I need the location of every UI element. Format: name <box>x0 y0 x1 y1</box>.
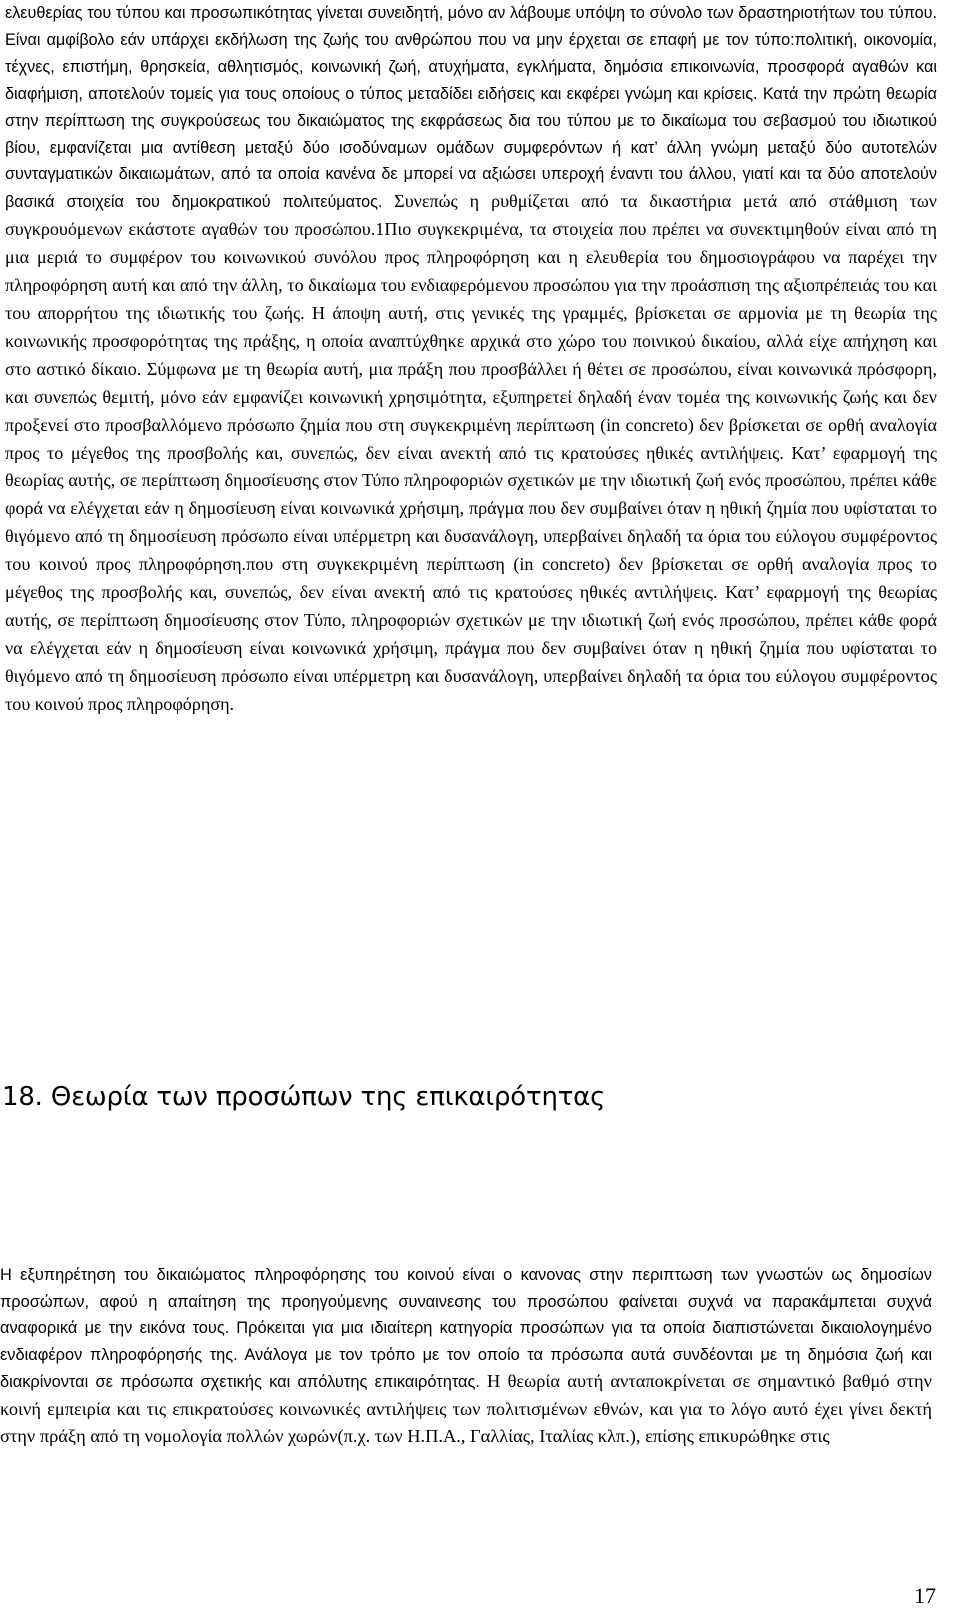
paragraph-1-run-sans: ελευθερίας του τύπου και προσωπικότητας γίνεται συνειδητή, μόνο αν λάβουμε υπόψη το σύνολο των δραστηριοτήτων του τύπου. Είναι αμφίβολο εάν υπάρχει εκδήλωση της ζωής του ανθρώπου που να μην έρχεται σε επαφή με τον τύπο:πολιτική, οικονομία, τέχνες, επιστήμη, θρησκεία, αθλητισμός, κοινωνική ζωή, ατυχήματα, εγκλήματα, δημόσια επικοινωνία, προσφορά αγαθών και διαφήμιση, αποτελούν τομείς για τους οποίους ο τύπος μεταδίδει ειδήσεις και εκφέρει γνώμη και κρίσεις. Κατά την πρώτη θεωρία στην περίπτωση της συγκρούσεως του δικαιώματος της εκφράσεως δια του τύπου με το δικαίωμα του σεβασμού του ιδιωτικού βίου, εμφανίζεται μια αντίθεση μεταξύ δύο ισοδύναμων ομάδων συμφερόντων ή κατ’ άλλη γνώμη μεταξύ δύο αυτοτελών συνταγματικών δικαιωμάτων, από τα οποία κανένα δε μπορεί να αξιώσει υπεροχή έναντι του άλλου, γιατί και τα δύο αποτελούν βασικά στοιχεία του δημοκρατικού πολιτεύματος. <box>5 4 937 212</box>
page-number: 17 <box>914 1583 936 1608</box>
paragraph-1-run-serif-repeat: που στη συγκεκριμένη περίπτωση (in concreto) δεν βρίσκεται σε ορθή αναλογία προς το μέγεθος της προσβολής και, συνεπώς, δεν είναι ανεκτή από τις κρατούσες ηθικές αντιλήψεις. Κατ’ εφαρμογή της θεωρίας αυτής, σε περίπτωση δημοσίευσης στον Τύπο, πληροφοριών σχετικών με την ιδιωτική ζωή ενός προσώπου, πρέπει κάθε φορά να ελέγχεται εάν η δημοσίευση είναι κοινωνικά χρήσιμη, πράγμα που δεν συμβαίνει όταν η ηθική ζημία που υφίσταται το θιγόμενο από τη δημοσίευση πρόσωπο είναι υπέρμετρη και δυσανάλογη, υπερβαίνει δηλαδή τα όρια του εύλογου συμφέροντος του κοινού προς πληροφόρηση. <box>5 554 937 714</box>
document-page <box>5 0 937 719</box>
section-heading: 18. Θεωρία των προσώπων της επικαιρότητας <box>2 1082 606 1112</box>
paragraph-2-run-sans: Η εξυπηρέτηση του δικαιώματος πληροφόρησης του κοινού είναι ο κανονας στην περιπτωση των γνωστών ως δημοσίων προσώπων, αφού η απαίτηση της προηγούμενης συναινεσης του προσώπου φαίνεται συχνά να παρακάμπεται συχνά αναφορικά με την εικόνα τους. <box>0 1266 932 1337</box>
body-paragraph-1 <box>5 0 937 719</box>
paragraph-2-run-sans-2: Πρόκειται για μια ιδιαίτερη κατηγορία προσώπων για τα οποία διαπιστώνεται δικαιολογημένο ενδιαφέρον πληροφόρησής της. Ανάλογα με τον τρόπο με τον οποίο τα πρόσωπα αυτά συνδέονται με τη δημόσια ζωή και διακρίνονται σε πρόσωπα σχετικής και απόλυτης επικαιρότητας. <box>0 1319 932 1391</box>
body-paragraph-2 <box>0 1262 932 1451</box>
paragraph-1-run-serif: Συνεπώς η ρυθμίζεται από τα δικαστήρια μετά από στάθμιση των συγκρουόμενων εκάστοτε αγαθών του προσώπου.1Πιο συγκεκριμένα, τα στοιχεία που πρέπει να συνεκτιμηθούν είναι από τη μια μεριά το συμφέρον του κοινωνικού συνόλου προς πληροφόρηση και η ελευθερία του δημοσιογράφου να παρέχει την πληροφόρηση αυτή και από την άλλη, το δικαίωμα του ενδιαφερόμενου προσώπου για την προάσπιση της αξιοπρέπειάς του και του απορρήτου της ιδιωτικής του ζωής. Η άποψη αυτή, στις γενικές της γραμμές, βρίσκεται σε αρμονία με τη θεωρία της κοινωνικής προσφορότητας της πράξης, η οποία αναπτύχθηκε αρχικά στο χώρο του ποινικού δικαίου, αλλά είχε απήχηση και στο αστικό δίκαιο. Σύμφωνα με τη θεωρία αυτή, μια πράξη που προσβάλλει ή θέτει σε προσώπου, είναι κοινωνικά πρόσφορη, και συνεπώς θεμιτή, μόνο εάν εμφανίζει κοινωνική χρησιμότητα, εξυπηρετεί δηλαδή έναν τομέα της κοινωνικής ζωής και δεν προξενεί στο προσβαλλόμενο πρόσωπο ζημία που στη συγκεκριμένη περίπτωση (in concreto) δεν βρίσκεται σε ορθή αναλογία προς το μέγεθος της προσβολής και, συνεπώς, δεν είναι ανεκτή από τις κρατούσες ηθικές αντιλήψεις. Κατ’ εφαρμογή της θεωρίας αυτής, σε περίπτωση δημοσίευσης στον Τύπο πληροφοριών σχετικών με την ιδιωτική ζωή ενός προσώπου, πρέπει κάθε φορά να ελέγχεται εάν η δημοσίευση είναι κοινωνικά χρήσιμη, πράγμα που δεν συμβαίνει όταν η ηθική ζημία που υφίσταται το θιγόμενο από τη δημοσίευση πρόσωπο είναι υπέρμετρη και δυσανάλογη, υπερβαίνει δηλαδή τα όρια του εύλογου συμφέροντος του κοινού προς πληροφόρηση. <box>5 191 937 575</box>
paragraph-2-run-serif: Η θεωρία αυτή ανταποκρίνεται σε σημαντικό βαθμό στην κοινή εμπειρία και τις επικρατούσες κοινωνικές αντιλήψεις των πολιτισμένων εθνών, και για το λόγο αυτό έχει γίνει δεκτή στην πράξη από τη νομολογία πολλών χωρών(π.χ. των Η.Π.Α., Γαλλίας, Ιταλίας κλπ.), επίσης επικυρώθηκε στις <box>0 1371 932 1446</box>
